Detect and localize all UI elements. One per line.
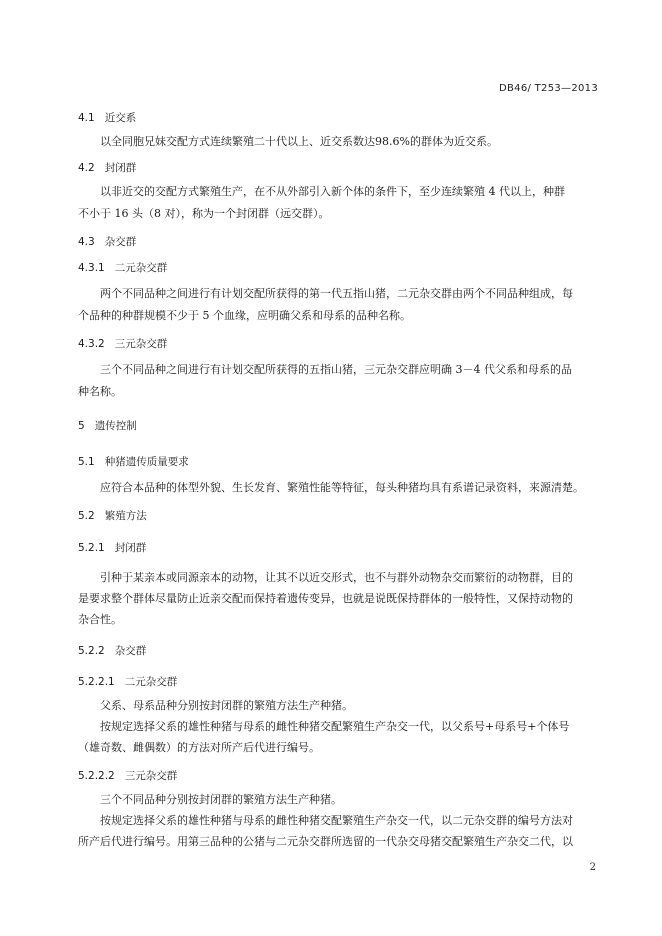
- paragraph: 三个不同品种分别按封闭群的繁殖方法生产种猪。: [100, 793, 342, 806]
- heading-5: [78, 418, 137, 433]
- standard-code: DB46/ T253—2013: [499, 83, 598, 94]
- heading-5-2-1: [78, 540, 146, 555]
- paragraph-line: 不小于 16 头（8 对），称为一个封闭群（远交群）。: [78, 207, 330, 220]
- section-number: 5.2.2.2: [78, 770, 115, 782]
- paragraph-line: 三个不同品种之间进行有计划交配所获得的五指山猪，三元杂交群应明确 3－4 代父系和母系的品: [100, 363, 572, 376]
- paragraph-line: 个品种的种群规模不少于 5 个血缘，应明确父系和母系的品种名称。: [78, 309, 411, 322]
- heading-5-1: [78, 454, 189, 469]
- paragraph: 应符合本品种的体型外貌、生长发育、繁殖性能等特征，每头种猪均具有系谱记录资料，来源清楚。: [100, 481, 584, 494]
- section-title: 三元杂交群: [124, 770, 178, 782]
- section-number: 4.1: [78, 112, 95, 124]
- paragraph-line: 是要求整个群体尽量防止近亲交配而保持着遗传变异，也就是说既保持群体的一般特性，又保持动物的: [78, 592, 573, 605]
- paragraph-line: 引种于某亲本或同源亲本的动物，让其不以近交形式，也不与群外动物杂交而繁衍的动物群，目的: [100, 571, 573, 584]
- section-title: 种猪遗传质量要求: [104, 456, 189, 468]
- heading-5-2-2: [78, 643, 146, 658]
- paragraph-line: 所产后代进行编号。用第三品种的公猪与二元杂交群所选留的一代杂交母猪交配繁殖生产杂交二代，以: [78, 835, 573, 848]
- paragraph-line: 按规定选择父系的雄性种猪与母系的雌性种猪交配繁殖生产杂交一代，以二元杂交群的编号方法对: [100, 814, 573, 827]
- heading-4-3-2: [78, 336, 167, 351]
- section-title: 遗传控制: [94, 420, 137, 432]
- section-number: 5.1: [78, 456, 95, 468]
- section-number: 5.2: [78, 510, 95, 522]
- heading-4-3-1: [78, 260, 167, 275]
- paragraph-line: 种名称。: [78, 385, 122, 398]
- section-number: 5: [78, 420, 85, 432]
- section-title: 二元杂交群: [124, 676, 178, 688]
- section-number: 4.3: [78, 236, 95, 248]
- section-number: 5.2.2: [78, 645, 105, 657]
- paragraph-line: 以非近交的交配方式繁殖生产，在不从外部引入新个体的条件下，至少连续繁殖 4 代以上，种群: [100, 185, 565, 198]
- heading-4-1: [78, 110, 136, 125]
- section-number: 4.2: [78, 162, 95, 174]
- heading-5-2: [78, 508, 147, 523]
- section-title: 三元杂交群: [114, 338, 168, 350]
- paragraph-line: 按规定选择父系的雄性种猪与母系的雌性种猪交配繁殖生产杂交一代，以父系号+母系号+个体号: [100, 720, 570, 733]
- heading-5-2-2-1: [78, 674, 177, 689]
- section-title: 近交系: [104, 112, 137, 124]
- paragraph-line: （雄奇数、雌偶数）的方法对所产后代进行编号。: [78, 741, 320, 754]
- section-number: 5.2.2.1: [78, 676, 115, 688]
- heading-4-3: [78, 234, 136, 249]
- heading-5-2-2-2: [78, 768, 177, 783]
- section-title: 封闭群: [104, 162, 137, 174]
- section-title: 杂交群: [104, 236, 137, 248]
- paragraph: 以全同胞兄妹交配方式连续繁殖二十代以上、近交系数达98.6%的群体为近交系。: [100, 135, 498, 148]
- section-title: 繁殖方法: [104, 510, 147, 522]
- section-number: 4.3.1: [78, 262, 105, 274]
- heading-4-2: [78, 160, 136, 175]
- paragraph-line: 杂合性。: [78, 613, 122, 626]
- section-number: 5.2.1: [78, 542, 105, 554]
- page-number: 2: [589, 862, 596, 873]
- paragraph: 父系、母系品种分别按封闭群的繁殖方法生产种猪。: [100, 699, 353, 712]
- section-title: 封闭群: [114, 542, 147, 554]
- section-title: 杂交群: [114, 645, 147, 657]
- section-title: 二元杂交群: [114, 262, 168, 274]
- paragraph-line: 两个不同品种之间进行有计划交配所获得的第一代五指山猪，二元杂交群由两个不同品种组成，每: [100, 287, 573, 300]
- section-number: 4.3.2: [78, 338, 105, 350]
